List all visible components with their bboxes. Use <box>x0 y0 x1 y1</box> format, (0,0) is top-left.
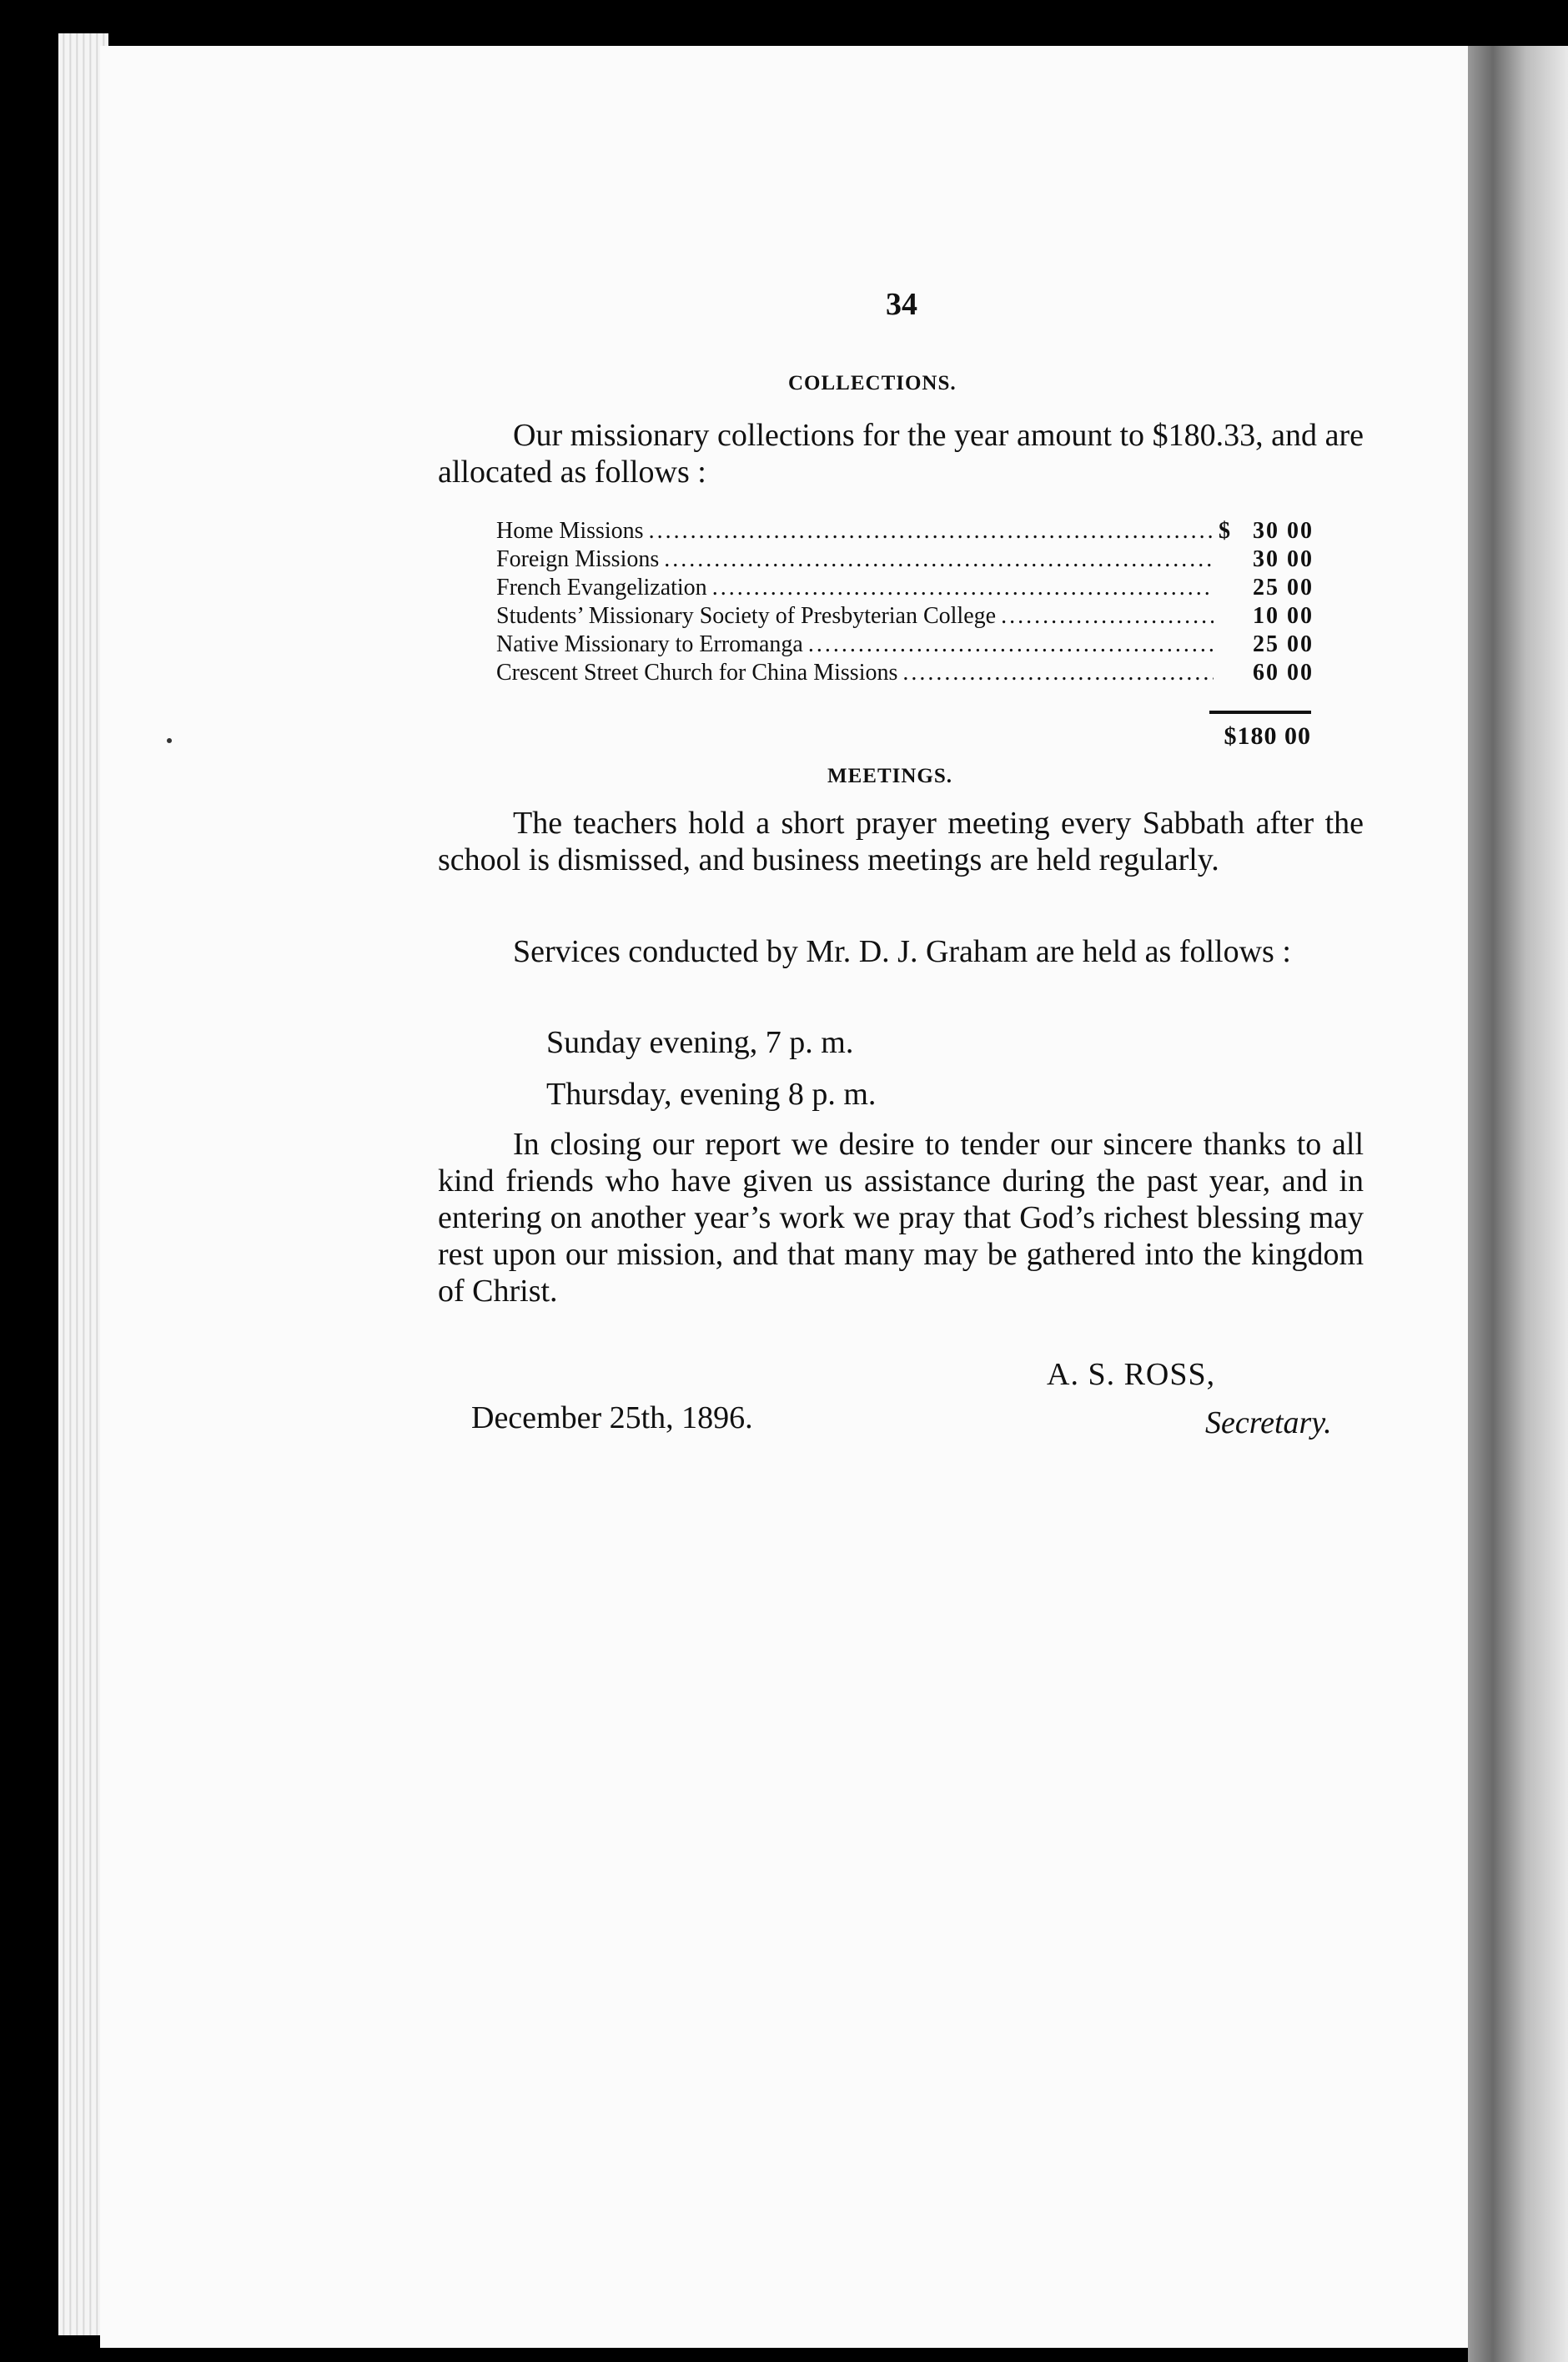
dollar-sign: $ <box>1219 518 1230 544</box>
leader-dots <box>1001 602 1214 631</box>
page-number: 34 <box>886 287 917 322</box>
signature-title: Secretary. <box>1205 1405 1332 1440</box>
leader-dots <box>808 631 1214 659</box>
collection-amount: 30 00 <box>1253 546 1314 572</box>
report-date: December 25th, 1896. <box>471 1400 753 1435</box>
signature-name: A. S. ROSS, <box>1047 1357 1216 1392</box>
meetings-heading: MEETINGS. <box>827 765 953 787</box>
collection-label: Native Missionary to Erromanga <box>496 631 803 657</box>
leader-dots <box>649 517 1214 545</box>
meetings-paragraph: The teachers hold a short prayer meeting every Sabbath after the school is dismissed, and business meetings are held regularly. <box>438 806 1364 877</box>
collection-amount: 25 00 <box>1253 575 1314 601</box>
collections-row <box>496 602 1314 631</box>
binding-gutter <box>1468 46 1568 2362</box>
leader-dots <box>902 659 1214 687</box>
collection-amount: 60 00 <box>1253 660 1314 686</box>
collections-row <box>496 545 1314 574</box>
collections-row <box>496 517 1314 545</box>
collections-intro: Our missionary collections for the year amount to $180.33, and are allocated as follows : <box>438 418 1364 490</box>
collections-heading: COLLECTIONS. <box>788 372 957 395</box>
collection-amount: 10 00 <box>1253 603 1314 629</box>
collections-row <box>496 631 1314 659</box>
collection-label: Home Missions <box>496 518 644 544</box>
collections-table <box>496 517 1314 687</box>
service-sunday: Sunday evening, 7 p. m. <box>546 1025 854 1060</box>
collection-label: French Evangelization <box>496 575 707 601</box>
collection-label: Foreign Missions <box>496 546 660 572</box>
service-thursday: Thursday, evening 8 p. m. <box>546 1077 877 1112</box>
services-paragraph: Services conducted by Mr. D. J. Graham are held as follows : <box>513 934 1291 969</box>
collection-amount: 25 00 <box>1253 631 1314 657</box>
collections-row <box>496 574 1314 602</box>
leader-dots <box>664 545 1214 574</box>
closing-paragraph: In closing our report we desire to tender our sincere thanks to all kind friends who have given us assistance during the past year, and in entering on another year’s work we pray that God’s richest blessing may rest upon our mission, and that many may be gathered into the kingdom of Christ. <box>438 1127 1364 1309</box>
collection-label: Students’ Missionary Society of Presbyterian College <box>496 603 997 629</box>
collections-row <box>496 659 1314 687</box>
collection-amount: 30 00 <box>1253 518 1314 544</box>
total-rule <box>1209 711 1311 714</box>
leader-dots <box>712 574 1214 602</box>
collection-label: Crescent Street Church for China Missions <box>496 660 898 686</box>
margin-speck <box>167 738 172 743</box>
collections-total: $180 00 <box>1224 722 1311 750</box>
